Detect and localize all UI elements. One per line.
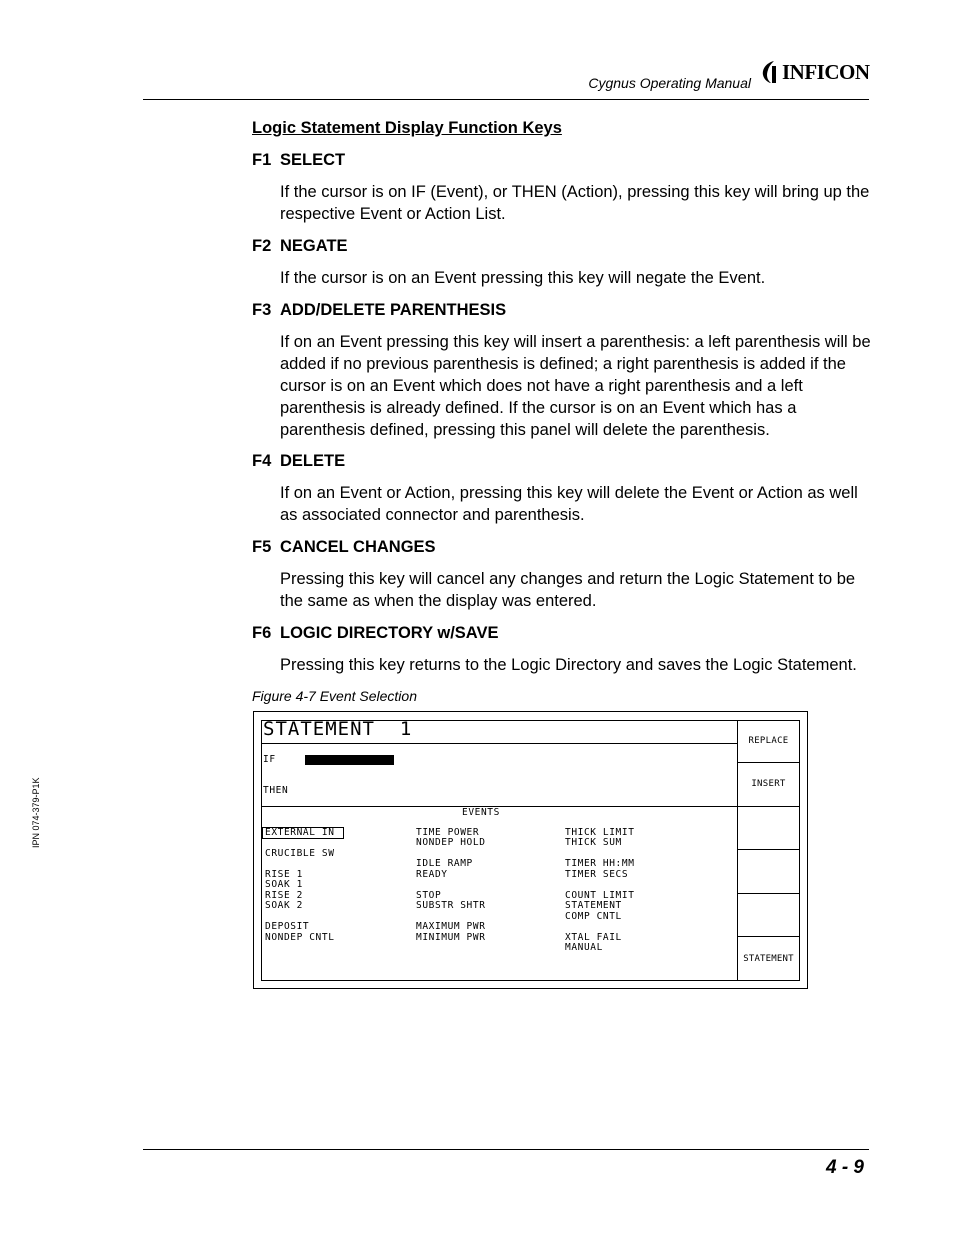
f2-heading [252, 237, 348, 256]
event-option[interactable]: EXTERNAL IN [265, 827, 335, 838]
event-option[interactable]: STATEMENT [565, 900, 622, 911]
logo-wordmark: INFICON [782, 59, 870, 84]
screen-title: STATEMENT 1 [263, 718, 413, 740]
title-divider [262, 743, 737, 744]
f5-code: F5 [252, 538, 272, 556]
event-option[interactable]: IDLE RAMP [416, 858, 473, 869]
f3-description: If on an Event pressing this key will insert a parenthesis: a left parenthesis will be added if no previous parenthesis is defined; a right parenthesis is added if the cursor is on an Event which does not have a right parenthesis and a left parenthesis is already defined. If the cursor is on an Event which has a parenthesis defined, pressing this panel will delete the parenthesis. [280, 333, 871, 439]
f1-heading [252, 151, 345, 170]
then-label: THEN [263, 785, 289, 796]
f3-heading [252, 301, 506, 320]
event-option[interactable]: TIMER SECS [565, 869, 629, 880]
header-rule [143, 99, 869, 100]
section-heading: Logic Statement Display Function Keys [252, 119, 562, 137]
f1-code: F1 [252, 151, 272, 169]
f2-name: NEGATE [280, 237, 348, 255]
event-option[interactable]: DEPOSIT [265, 921, 310, 932]
event-option[interactable]: NONDEP CNTL [265, 932, 335, 943]
if-label: IF [263, 754, 276, 765]
event-option[interactable]: CRUCIBLE SW [265, 848, 335, 859]
f4-description: If on an Event or Action, pressing this key will delete the Event or Action as well as associated connector and parenthesis. [280, 484, 858, 524]
event-option[interactable]: MAXIMUM PWR [416, 921, 486, 932]
event-option[interactable]: STOP [416, 890, 442, 901]
f6-code: F6 [252, 624, 272, 642]
inficon-logo-icon [760, 60, 780, 84]
event-option[interactable]: RISE 2 [265, 890, 303, 901]
f1-name: SELECT [280, 151, 346, 169]
event-option[interactable]: SUBSTR SHTR [416, 900, 486, 911]
document-ipn-label: IPN 074-379-P1K [31, 777, 41, 848]
f5-heading [252, 538, 436, 557]
manual-title: Cygnus Operating Manual [588, 75, 751, 91]
f6-name: LOGIC DIRECTORY w/SAVE [280, 624, 499, 642]
f4-name: DELETE [280, 452, 346, 470]
fkey-divider [737, 849, 800, 850]
event-option[interactable]: TIME POWER [416, 827, 480, 838]
replace-softkey[interactable]: REPLACE [748, 736, 789, 746]
event-option[interactable]: COMP CNTL [565, 911, 622, 922]
event-option[interactable]: MINIMUM PWR [416, 932, 486, 943]
fkey-divider [737, 936, 800, 937]
event-option[interactable]: THICK SUM [565, 837, 622, 848]
event-option[interactable]: THICK LIMIT [565, 827, 635, 838]
figure-caption: Figure 4-7 Event Selection [252, 688, 417, 704]
event-option[interactable]: RISE 1 [265, 869, 303, 880]
if-event-cursor-bar[interactable] [305, 755, 394, 765]
f1-description: If the cursor is on IF (Event), or THEN (Action), pressing this key will bring up the respective Event or Action List. [280, 183, 870, 223]
page-number: 4 - 9 [825, 1157, 864, 1178]
event-option[interactable]: NONDEP HOLD [416, 837, 486, 848]
event-option[interactable]: READY [416, 869, 448, 880]
f6-heading [252, 624, 499, 643]
f2-description: If the cursor is on an Event pressing this key will negate the Event. [280, 269, 766, 287]
function-key-column-divider [737, 721, 738, 980]
f2-code: F2 [252, 237, 272, 255]
f3-code: F3 [252, 301, 272, 319]
insert-softkey[interactable]: INSERT [751, 779, 786, 789]
event-option[interactable]: XTAL FAIL [565, 932, 622, 943]
events-heading: EVENTS [462, 807, 500, 818]
fkey-divider [737, 893, 800, 894]
fkey-divider [737, 806, 800, 807]
inficon-logo [760, 59, 870, 85]
f6-description: Pressing this key returns to the Logic Directory and saves the Logic Statement. [280, 656, 857, 674]
event-option[interactable]: TIMER HH:MM [565, 858, 635, 869]
fkey-divider [737, 762, 800, 763]
event-option[interactable]: MANUAL [565, 942, 603, 953]
event-option[interactable]: COUNT LIMIT [565, 890, 635, 901]
statement-softkey[interactable]: STATEMENT [743, 954, 794, 964]
f4-code: F4 [252, 452, 272, 470]
event-option[interactable]: SOAK 2 [265, 900, 303, 911]
event-option[interactable]: SOAK 1 [265, 879, 303, 890]
f3-name: ADD/DELETE PARENTHESIS [280, 301, 507, 319]
footer-rule [143, 1149, 869, 1150]
f5-name: CANCEL CHANGES [280, 538, 436, 556]
f4-heading [252, 452, 345, 471]
f5-description: Pressing this key will cancel any changes and return the Logic Statement to be the same as when the display was entered. [280, 570, 856, 610]
